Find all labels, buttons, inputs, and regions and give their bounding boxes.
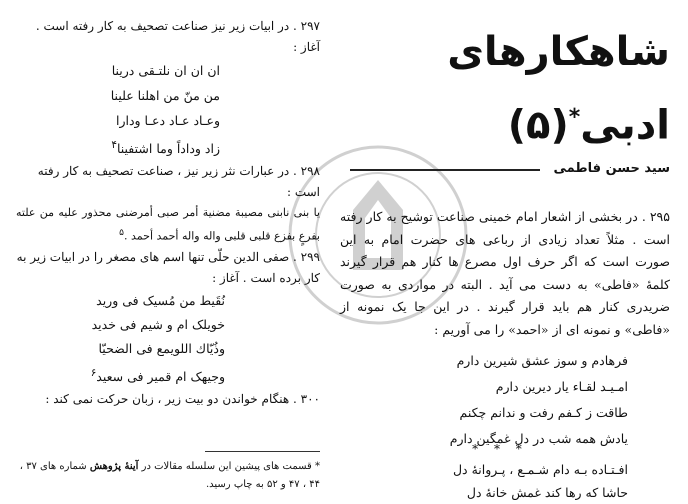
author-name: سید حسن فاطمی	[553, 161, 670, 176]
footnote-ref: ۶	[90, 366, 97, 379]
footnote-star: *	[315, 461, 320, 472]
author-row	[350, 158, 670, 180]
title-star: *	[568, 105, 581, 130]
paragraph-295: ۲۹۵ . در بخشی از اشعار امام خمینی صناعت توشیح به کار رفته است . مثلاً تعداد زیادی از رباعی های حضرت امام به این صورت است که اگر حرف اول مصرع ها کنار هم قرار گیرند کلمهٔ «فاطی» به دست می آید . البته در مواردی به صورت ضریدری کنار هم باید قرار گیرند . در این جا یک نمونه از «فاطی» و نمونه ای از «احمد» را می آوریم :	[340, 209, 670, 337]
title-word: ادبی	[580, 102, 670, 149]
paragraph-298: ۲۹۸ . در عبارات نثر زیر نیز ، صناعت تصحیف به کار رفته است :	[37, 164, 320, 200]
poem-line: وعـاد عـاد دعـا ودارا	[115, 113, 220, 128]
arabic-prose-text: یا بنی نابنی مصیبة مضنیة أمر صبی أمرضنی محذور علیه من علته بفرعٍ بفزع قلبی قلبی واله واله أحمد أحمد .	[16, 206, 320, 243]
poem-line: حاشا که رها کند غمش خانهٔ دل	[466, 485, 628, 500]
poem-fati	[368, 348, 628, 452]
footnote	[16, 458, 320, 494]
article-title-line1: شاهکارهای	[447, 29, 670, 75]
poem-297	[16, 58, 320, 161]
author-rule	[350, 169, 540, 171]
poem-line: یادش همه شب در دل غمگین دارم	[449, 431, 628, 446]
paragraph-299: ۲۹۹ . صفی الدین حلّی تنها اسم های مصغر را در ابیات زیر به کار برده است . آغاز :	[16, 249, 320, 285]
poem-line: ان ان ان نلتـقی درینا	[111, 63, 220, 78]
poem-line: افـتـاده بـه دام شـمـع ، پـروانهٔ دل	[452, 462, 628, 477]
footnote-ref: ۵	[119, 227, 125, 239]
left-column	[16, 16, 320, 410]
poem-line-text: زاد وداداً وما اشتفینا	[116, 141, 220, 157]
poem-line: وذُیّاك اللویمع فی الضحیّا	[98, 340, 225, 356]
poem-line: امـیـد لقـاء یار دیرین دارم	[495, 379, 628, 394]
footnote-rule	[205, 451, 320, 452]
footnote-suffix: شماره های ۳۷ ، ۴۴ ، ۴۷ و ۵۲ به چاپ رسید.	[19, 461, 320, 490]
footnote-prefix: قسمت های پیشین این سلسله مقالات در	[141, 461, 312, 472]
poem-line	[16, 361, 225, 389]
poem-line: فرهادم و سوز عشق شیرین دارم	[456, 353, 628, 368]
poem-line: طاقت ز کـفم رفت و ندانم چکنم	[459, 405, 628, 420]
poem-299	[16, 289, 320, 389]
poem-line: من منّ من اهلنا علینا	[110, 88, 220, 103]
poem-line: خویلک ام و شیم فی خدید	[91, 316, 225, 332]
paragraph-297: ۲۹۷ . در ابیات زیر نیز صناعت تصحیف به کار رفته است . آغاز :	[35, 19, 320, 54]
poem-line-text: وجیهک ام قمیر فی سعید	[96, 368, 225, 384]
poem-line: نُقَیط من مُسیک فی ورید	[96, 292, 225, 308]
title-number: (۵)	[507, 102, 569, 149]
arabic-prose	[16, 203, 320, 247]
poem-line	[16, 133, 220, 161]
paragraph-300: ۳۰۰ . هنگام خواندن دو بیت زیر ، زبان حرکت نمی کند :	[45, 391, 320, 406]
poem-ahmad	[368, 458, 628, 504]
section-separator: * * *	[472, 442, 528, 456]
right-column-paragraph	[340, 206, 670, 341]
article-title-line2	[350, 94, 670, 149]
footnote-ref: ۴	[111, 139, 117, 151]
footnote-journal: آینهٔ پژوهش	[89, 461, 139, 472]
